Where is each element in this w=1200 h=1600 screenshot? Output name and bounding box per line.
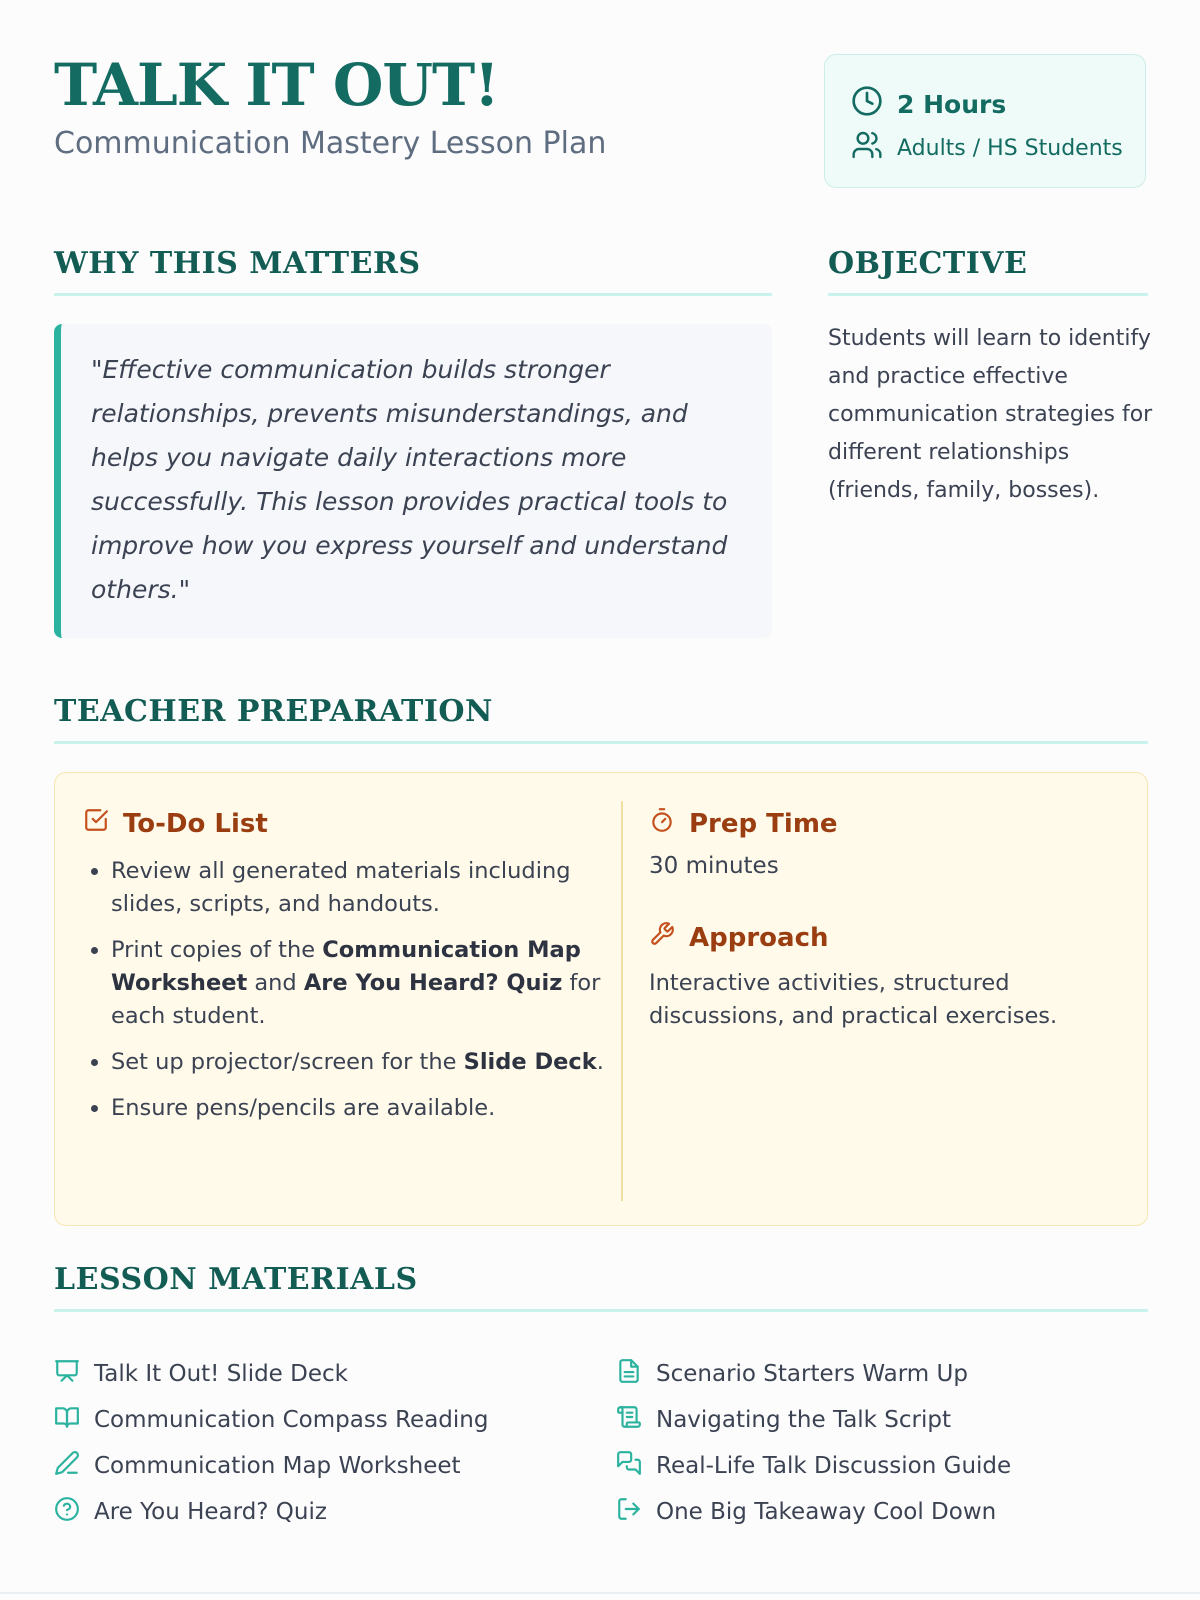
file-text-icon bbox=[616, 1358, 642, 1390]
wrench-icon bbox=[649, 921, 675, 954]
material-item-quiz[interactable] bbox=[54, 1496, 327, 1528]
prep-divider bbox=[621, 801, 623, 1201]
page-title: TALK IT OUT! bbox=[54, 51, 499, 119]
material-label: One Big Takeaway Cool Down bbox=[656, 1499, 997, 1525]
prep-heading: TEACHER PREPARATION bbox=[54, 694, 1148, 744]
todo-item-print bbox=[111, 934, 631, 1033]
todo-heading-label: To-Do List bbox=[123, 808, 268, 839]
approach-text: Interactive activities, structured discussions, and practical exercises. bbox=[649, 970, 1058, 1029]
checkbox-icon bbox=[83, 807, 109, 840]
bottom-divider bbox=[0, 1592, 1200, 1594]
todo-item-print-worksheet: Communication Map Worksheet bbox=[111, 937, 581, 996]
duration-row bbox=[851, 85, 1006, 123]
log-out-icon bbox=[616, 1496, 642, 1528]
page-subtitle: Communication Mastery Lesson Plan bbox=[54, 126, 607, 161]
material-label: Scenario Starters Warm Up bbox=[656, 1361, 968, 1387]
material-item-worksheet[interactable] bbox=[54, 1450, 461, 1482]
timer-icon bbox=[649, 807, 675, 840]
material-item-warm-up[interactable] bbox=[616, 1358, 968, 1390]
duration-text: 2 Hours bbox=[897, 89, 1007, 119]
material-label: Real-Life Talk Discussion Guide bbox=[656, 1453, 1012, 1479]
objective-text: Students will learn to identify and practice effective communication strategies for different relationships (friends, family, bosses). bbox=[828, 326, 1153, 503]
todo-item-projector-end: . bbox=[596, 1049, 604, 1075]
todo-item-print-quiz: Are You Heard? Quiz bbox=[303, 970, 563, 996]
todo-item-pens-text: Ensure pens/pencils are available. bbox=[111, 1095, 496, 1121]
todo-item-print-end: for each student. bbox=[111, 970, 601, 1029]
prep-time-heading-label: Prep Time bbox=[689, 808, 838, 839]
approach-heading-label: Approach bbox=[689, 922, 829, 953]
materials-heading: LESSON MATERIALS bbox=[54, 1262, 1148, 1312]
material-label: Talk It Out! Slide Deck bbox=[94, 1361, 348, 1387]
why-heading: WHY THIS MATTERS bbox=[54, 246, 772, 296]
prep-time-heading bbox=[649, 807, 838, 840]
lesson-meta-card bbox=[824, 54, 1146, 188]
material-item-discussion[interactable] bbox=[616, 1450, 1011, 1482]
material-item-script[interactable] bbox=[616, 1404, 951, 1436]
presentation-icon bbox=[54, 1358, 80, 1390]
material-item-cool-down[interactable] bbox=[616, 1496, 996, 1528]
why-quote: "Effective communication builds stronger relationships, prevents misunderstandings, and helps you navigate daily interactions more successfully. This lesson provides practical tools to improve how you express yourself and understand others." bbox=[54, 324, 772, 638]
material-label: Are You Heard? Quiz bbox=[94, 1499, 327, 1525]
todo-item-projector bbox=[111, 1046, 631, 1079]
teacher-prep-box bbox=[54, 772, 1148, 1226]
scroll-icon bbox=[616, 1404, 642, 1436]
objective-heading: OBJECTIVE bbox=[828, 246, 1148, 296]
messages-icon bbox=[616, 1450, 642, 1482]
todo-item-print-text: Print copies of the bbox=[111, 937, 323, 963]
material-item-slide-deck[interactable] bbox=[54, 1358, 348, 1390]
todo-item-review bbox=[111, 855, 631, 921]
users-icon bbox=[851, 129, 883, 167]
todo-item-projector-slide-deck: Slide Deck bbox=[463, 1049, 597, 1075]
audience-text: Adults / HS Students bbox=[897, 135, 1123, 161]
todo-item-pens bbox=[111, 1092, 631, 1125]
book-open-icon bbox=[54, 1404, 80, 1436]
audience-row bbox=[851, 129, 1123, 167]
todo-list bbox=[83, 855, 631, 1138]
prep-time-value: 30 minutes bbox=[649, 853, 779, 879]
todo-item-print-and: and bbox=[247, 970, 304, 996]
pencil-icon bbox=[54, 1450, 80, 1482]
approach-heading bbox=[649, 921, 829, 954]
todo-item-projector-text: Set up projector/screen for the bbox=[111, 1049, 464, 1075]
clock-icon bbox=[851, 85, 883, 123]
help-circle-icon bbox=[54, 1496, 80, 1528]
material-label: Communication Map Worksheet bbox=[94, 1453, 461, 1479]
todo-heading bbox=[83, 807, 268, 840]
material-item-reading[interactable] bbox=[54, 1404, 488, 1436]
material-label: Communication Compass Reading bbox=[94, 1407, 489, 1433]
todo-item-review-text: Review all generated materials including slides, scripts, and handouts. bbox=[111, 858, 571, 917]
material-label: Navigating the Talk Script bbox=[656, 1407, 952, 1433]
